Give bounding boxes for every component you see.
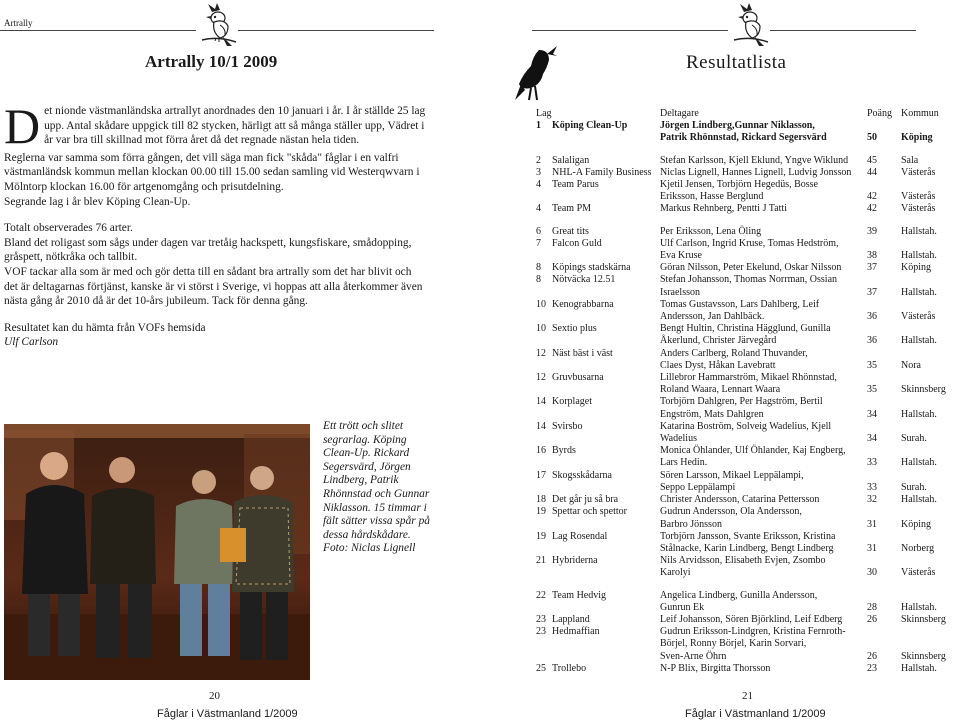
team-cell — [536, 470, 660, 482]
team-name: Lappland — [552, 613, 590, 625]
participants-cell: Wadelius — [660, 433, 697, 445]
team-cell — [536, 580, 660, 602]
municipality-cell: Norberg — [901, 542, 935, 554]
table-row — [536, 262, 946, 274]
points-cell: 32 — [867, 494, 877, 506]
participants-cell: Anders Carlberg, Roland Thuvander, — [660, 347, 808, 359]
municipality-cell: Surah. — [901, 481, 927, 493]
photo-caption: Ett trött och slitet segrarlag. Köping Clean-Up. Rickard Segersvärd, Jörgen Lindberg, Patrik Rhönnstad och Gunnar Niklasson. 15 timmar i fält sätter vissa spår på dessa hårdskådare. Foto: Niclas Lignell — [323, 420, 430, 555]
points-cell: 37 — [867, 262, 877, 274]
table-row — [536, 132, 946, 144]
points-cell — [867, 238, 901, 250]
crested-tit-logo-icon — [730, 2, 770, 48]
team-name: Nötväcka 12.51 — [552, 274, 616, 286]
municipality-cell: Hallstah. — [901, 408, 937, 420]
header-rule-left — [532, 30, 728, 31]
municipality-cell: Köping — [901, 518, 931, 530]
participants-cell: Christer Andersson, Catarina Pettersson — [660, 494, 820, 506]
municipality-cell: Hallstah. — [901, 286, 937, 298]
article-body — [4, 98, 428, 350]
participants-cell: Barbro Jönsson — [660, 518, 722, 530]
team-name: Näst bäst i väst — [552, 347, 613, 359]
crested-tit-logo-icon — [198, 2, 238, 48]
points-cell — [867, 348, 901, 360]
team-name: Hybriderna — [552, 555, 598, 567]
team-cell — [536, 250, 660, 262]
rank: 16 — [536, 445, 546, 457]
points-cell: 36 — [867, 335, 877, 347]
table-row — [536, 638, 946, 650]
participants-cell: Torbjörn Jansson, Svante Eriksson, Kristina — [660, 530, 836, 542]
participants-cell: Tomas Gustavsson, Lars Dahlberg, Leif — [660, 298, 820, 310]
municipality-cell: Västerås — [901, 191, 936, 203]
points-cell — [867, 626, 901, 638]
points-cell: 31 — [867, 542, 877, 554]
participants-cell: Markus Rehnberg, Pentti J Tatti — [660, 203, 787, 215]
municipality-cell: Västerås — [901, 166, 936, 178]
team-name: Korplaget — [552, 396, 592, 408]
points-cell — [867, 179, 901, 191]
participants-cell: Katarina Boström, Solveig Wadelius, Kjell — [660, 420, 832, 432]
table-row — [536, 191, 946, 203]
points-cell — [867, 445, 901, 457]
team-name: Hedmaffian — [552, 626, 600, 638]
team-name: Köpings stadskärna — [552, 262, 631, 274]
team-name: Team PM — [552, 203, 592, 215]
team-name: Det går ju så bra — [552, 494, 619, 506]
team-cell — [536, 555, 660, 567]
points-cell — [867, 638, 901, 650]
rank: 4 — [536, 179, 541, 191]
municipality-cell — [901, 274, 946, 286]
rank: 7 — [536, 237, 541, 249]
points-cell — [867, 531, 901, 543]
table-row — [536, 602, 946, 614]
singing-bird-icon — [513, 44, 559, 102]
points-cell — [867, 274, 901, 286]
municipality-cell — [901, 580, 946, 602]
intro-paragraph — [4, 98, 428, 154]
points-cell: 45 — [867, 154, 877, 166]
participants-cell: Stefan Johansson, Thomas Norrman, Ossian — [660, 274, 838, 286]
team-cell — [536, 494, 660, 506]
footer-left: Fåglar i Västmanland 1/2009 — [157, 708, 298, 720]
intro-text: et nionde västmanländska artrallyt anordnades den 10 januari i år. I år ställde 25 lag upp. Antal skådare uppgick till 82 stycken, härligt att så många ställer upp, Vädret i år var bra till skillnad mot förra året då det regnade nästan hela tiden. — [44, 105, 426, 147]
participants-cell: N-P Blix, Birgitta Thorsson — [660, 662, 771, 674]
rank: 22 — [536, 589, 546, 601]
team-name: Salaligan — [552, 154, 590, 166]
municipality-cell — [901, 299, 946, 311]
table-row — [536, 651, 946, 663]
team-cell — [536, 663, 660, 675]
header-rule-left — [0, 30, 196, 31]
table-row — [536, 531, 946, 543]
participants-cell: Stålnacke, Karin Lindberg, Bengt Lindberg — [660, 542, 834, 554]
rank: 12 — [536, 347, 546, 359]
rank: 8 — [536, 262, 541, 274]
table-row — [536, 372, 946, 384]
municipality-cell: Sala — [901, 154, 919, 166]
table-row — [536, 216, 946, 238]
team-name: Gruvbusarna — [552, 372, 604, 384]
points-cell — [867, 120, 901, 132]
header-municipality: Kommun — [901, 108, 939, 119]
points-cell — [867, 396, 901, 408]
points-cell: 42 — [867, 203, 877, 215]
team-cell — [536, 543, 660, 555]
table-row — [536, 567, 946, 579]
participants-cell: Kjetil Jensen, Torbjörn Hegedüs, Bosse — [660, 179, 818, 191]
points-cell: 36 — [867, 311, 877, 323]
table-row — [536, 626, 946, 638]
municipality-cell: Hallstah. — [901, 457, 937, 469]
municipality-cell — [901, 421, 946, 433]
municipality-cell: Skinnsberg — [901, 613, 946, 625]
rank: 8 — [536, 274, 541, 286]
table-row — [536, 167, 946, 179]
points-cell — [867, 555, 901, 567]
header-points: Poäng — [867, 108, 892, 119]
participants-cell: Nils Arvidsson, Elisabeth Evjen, Zsombo — [660, 555, 826, 567]
municipality-cell — [901, 445, 946, 457]
participants-cell: Gudrun Eriksson-Lindgren, Kristina Fernroth- — [660, 626, 846, 638]
points-cell — [867, 372, 901, 384]
rank: 14 — [536, 396, 546, 408]
municipality-cell — [901, 638, 946, 650]
team-name: Falcon Guld — [552, 237, 602, 249]
results-link-paragraph: Resultatet kan du hämta från VOFs hemsida — [4, 321, 206, 334]
points-cell: 42 — [867, 191, 877, 203]
municipality-cell: Hallstah. — [901, 601, 937, 613]
team-name: Team Hedvig — [552, 589, 607, 601]
header-rule-right — [238, 30, 434, 31]
points-cell: 30 — [867, 567, 877, 579]
municipality-cell: Skinnsberg — [901, 650, 946, 662]
team-cell — [536, 348, 660, 360]
team-name: Byrds — [552, 445, 576, 457]
points-cell: 38 — [867, 250, 877, 262]
points-cell: 33 — [867, 457, 877, 469]
page-number-right: 21 — [742, 690, 753, 702]
table-row — [536, 203, 946, 215]
team-cell — [536, 238, 660, 250]
participants-cell: Angelica Lindberg, Gunilla Andersson, — [660, 589, 818, 601]
table-row — [536, 323, 946, 335]
team-cell — [536, 421, 660, 433]
team-name: Spettar och spettor — [552, 506, 627, 518]
table-row — [536, 470, 946, 482]
table-row — [536, 274, 946, 286]
municipality-cell: Hallstah. — [901, 662, 937, 674]
participants-cell: Sven-Arne Öhrn — [660, 650, 727, 662]
footer-right: Fåglar i Västmanland 1/2009 — [685, 708, 826, 720]
municipality-cell: Hallstah. — [901, 225, 937, 237]
participants-cell: Leif Johansson, Sören Björklind, Leif Edberg — [660, 613, 843, 625]
municipality-cell — [901, 323, 946, 335]
team-cell — [536, 531, 660, 543]
rank: 1 — [536, 120, 541, 132]
team-cell — [536, 216, 660, 238]
team-name: Trollebo — [552, 662, 587, 674]
team-cell — [536, 457, 660, 469]
team-cell — [536, 287, 660, 299]
table-row — [536, 614, 946, 626]
team-cell — [536, 299, 660, 311]
rank: 12 — [536, 372, 546, 384]
team-cell — [536, 132, 660, 144]
participants-cell: Torbjörn Dahlgren, Per Hagström, Bertil — [660, 396, 823, 408]
team-cell — [536, 651, 660, 663]
points-cell — [867, 506, 901, 518]
points-cell: 37 — [867, 286, 877, 298]
table-row — [536, 519, 946, 531]
team-cell — [536, 567, 660, 579]
rank: 10 — [536, 323, 546, 335]
rank: 3 — [536, 166, 541, 178]
header-participants: Deltagare — [660, 108, 699, 119]
points-cell: 26 — [867, 613, 877, 625]
team-cell — [536, 433, 660, 445]
table-row — [536, 396, 946, 408]
participants-cell: Bengt Hultin, Christina Hägglund, Gunilla — [660, 323, 831, 335]
table-row — [536, 299, 946, 311]
rank: 19 — [536, 530, 546, 542]
participants-cell: Åkerlund, Christer Järvegård — [660, 335, 777, 347]
table-row — [536, 384, 946, 396]
team-name: Great tits — [552, 225, 589, 237]
rank: 2 — [536, 154, 541, 166]
table-row — [536, 311, 946, 323]
results-title: Resultatlista — [686, 52, 787, 73]
municipality-cell: Hallstah. — [901, 494, 937, 506]
observed-paragraph: Totalt observerades 76 arter. — [4, 222, 133, 235]
team-name: NHL-A Family Business — [552, 166, 652, 178]
table-row — [536, 421, 946, 433]
municipality-cell — [901, 531, 946, 543]
table-row — [536, 580, 946, 602]
points-cell: 50 — [867, 132, 877, 144]
participants-cell: Gudrun Andersson, Ola Andersson, — [660, 506, 802, 518]
municipality-cell: Hallstah. — [901, 250, 937, 262]
header-rule-right — [770, 30, 916, 31]
drop-cap: D — [4, 98, 41, 154]
rules-paragraph: Reglerna var samma som förra gången, det vill säga man fick "skåda" fåglar i en valfri västmanländsk kommun mellan klockan 00.00 till 15.00 sedan samling vid Westerqwvarn i Mölntorp klockan 16.00 för artgenomgång och prisutdelning. — [4, 151, 420, 193]
municipality-cell — [901, 555, 946, 567]
team-cell — [536, 445, 660, 457]
team-cell — [536, 274, 660, 286]
municipality-cell: Nora — [901, 359, 921, 371]
team-cell — [536, 262, 660, 274]
winner-paragraph: Segrande lag i år blev Köping Clean-Up. — [4, 195, 191, 208]
municipality-cell — [901, 179, 946, 191]
team-photo — [4, 424, 310, 680]
municipality-cell: Köping — [901, 132, 933, 144]
points-cell: 31 — [867, 518, 877, 530]
team-cell — [536, 311, 660, 323]
participants-cell: Per Eriksson, Lena Öling — [660, 225, 762, 237]
points-cell — [867, 299, 901, 311]
participants-cell: Eriksson, Hasse Berglund — [660, 191, 764, 203]
points-cell: 44 — [867, 166, 877, 178]
team-cell — [536, 602, 660, 614]
table-row — [536, 348, 946, 360]
table-row — [536, 445, 946, 457]
table-row — [536, 482, 946, 494]
table-row — [536, 409, 946, 421]
table-row — [536, 663, 946, 675]
table-row — [536, 179, 946, 191]
table-row — [536, 555, 946, 567]
municipality-cell — [901, 120, 946, 132]
municipality-cell: Hallstah. — [901, 335, 937, 347]
municipality-cell — [901, 470, 946, 482]
rank: 25 — [536, 662, 546, 674]
participants-cell: Karolyi — [660, 567, 691, 579]
highlights-paragraph: Bland det roligast som sågs under dagen var tretåig hackspett, kungsfiskare, smådopping, gråspett, nötkråka och tallbit. — [4, 236, 412, 264]
table-row — [536, 433, 946, 445]
municipality-cell: Västerås — [901, 203, 936, 215]
participants-cell: Andersson, Jan Dahlbäck. — [660, 311, 765, 323]
author-signature: Ulf Carlson — [4, 336, 59, 349]
team-cell — [536, 120, 660, 132]
municipality-cell — [901, 506, 946, 518]
team-name: Kenograbbarna — [552, 298, 614, 310]
team-cell — [536, 372, 660, 384]
points-cell — [867, 470, 901, 482]
participants-cell: Sören Larsson, Mikael Leppälampi, — [660, 469, 804, 481]
rank: 23 — [536, 613, 546, 625]
team-cell — [536, 167, 660, 179]
team-cell — [536, 335, 660, 347]
team-cell — [536, 145, 660, 167]
table-row — [536, 494, 946, 506]
points-cell: 35 — [867, 384, 877, 396]
municipality-cell: Köping — [901, 262, 931, 274]
points-cell: 26 — [867, 650, 877, 662]
team-cell — [536, 482, 660, 494]
points-cell: 28 — [867, 601, 877, 613]
participants-cell: Roland Waara, Lennart Waara — [660, 384, 781, 396]
team-name: Sextio plus — [552, 323, 597, 335]
table-header-row — [536, 108, 946, 120]
points-cell: 23 — [867, 662, 877, 674]
results-table — [536, 108, 946, 675]
table-row — [536, 457, 946, 469]
team-cell — [536, 396, 660, 408]
team-cell — [536, 179, 660, 191]
team-cell — [536, 506, 660, 518]
participants-cell: Stefan Karlsson, Kjell Eklund, Yngve Wiklund — [660, 154, 849, 166]
participants-cell: Göran Nilsson, Peter Ekelund, Oskar Nilsson — [660, 262, 842, 274]
table-row — [536, 543, 946, 555]
points-cell: 39 — [867, 225, 877, 237]
participants-cell: Börjel, Ronny Börjel, Karin Sorvari, — [660, 638, 807, 650]
points-cell: 33 — [867, 481, 877, 493]
municipality-cell — [901, 396, 946, 408]
participants-cell: Claes Dyst, Håkan Lavebratt — [660, 359, 776, 371]
municipality-cell — [901, 238, 946, 250]
participants-cell: Lars Hedin. — [660, 457, 708, 469]
team-cell — [536, 409, 660, 421]
participants-cell: Seppo Leppälampi — [660, 481, 736, 493]
participants-cell: Gunrun Ek — [660, 601, 705, 613]
municipality-cell — [901, 348, 946, 360]
participants-cell: Ulf Carlson, Ingrid Kruse, Tomas Hedström, — [660, 237, 839, 249]
points-cell — [867, 323, 901, 335]
table-row — [536, 120, 946, 132]
section-tag: Artrally — [4, 18, 33, 28]
team-name: Svirsbo — [552, 420, 583, 432]
table-row — [536, 250, 946, 262]
rank: 19 — [536, 506, 546, 518]
points-cell: 34 — [867, 408, 877, 420]
rank: 4 — [536, 203, 541, 215]
participants-cell: Israelsson — [660, 286, 700, 298]
participants-cell: Engström, Mats Dahlgren — [660, 408, 764, 420]
team-cell — [536, 614, 660, 626]
municipality-cell: Skinnsberg — [901, 384, 946, 396]
participants-cell: Lillebror Hammarström, Mikael Rhönnstad, — [660, 372, 837, 384]
participants-cell: Eva Kruse — [660, 250, 702, 262]
team-cell — [536, 191, 660, 203]
municipality-cell: Surah. — [901, 433, 927, 445]
rank: 14 — [536, 420, 546, 432]
rank: 21 — [536, 555, 546, 567]
table-row — [536, 145, 946, 167]
team-cell — [536, 638, 660, 650]
table-row — [536, 360, 946, 372]
participants-cell: Monica Öhlander, Ulf Öhlander, Kaj Engberg, — [660, 445, 846, 457]
municipality-cell: Västerås — [901, 311, 936, 323]
rank: 10 — [536, 298, 546, 310]
participants-cell: Patrik Rhönnstad, Rickard Segersvärd — [660, 132, 827, 144]
team-name: Köping Clean-Up — [552, 120, 628, 132]
article-title: Artrally 10/1 2009 — [145, 52, 278, 71]
team-cell — [536, 360, 660, 372]
team-cell — [536, 384, 660, 396]
municipality-cell — [901, 372, 946, 384]
team-cell — [536, 203, 660, 215]
participants-cell: Jörgen Lindberg,Gunnar Niklasson, — [660, 120, 815, 132]
points-cell: 34 — [867, 433, 877, 445]
team-cell — [536, 626, 660, 638]
team-name: Skogsskådarna — [552, 469, 612, 481]
team-name: Lag Rosendal — [552, 530, 608, 542]
page-number-left: 20 — [209, 690, 220, 702]
rank: 23 — [536, 626, 546, 638]
header-team: Lag — [536, 108, 552, 119]
participants-cell: Niclas Lignell, Hannes Lignell, Ludvig Jonsson — [660, 166, 852, 178]
points-cell: 35 — [867, 359, 877, 371]
thanks-paragraph: VOF tackar alla som är med och gör detta till en sådant bra artrally som det har blivit och det är deltagarnas förtjänst, kanske är vi störst i Sverige, vi hoppas att alla återkommer även nästa gång år 2010 då är det 10-års jubileum. Tack för denna gång. — [4, 265, 423, 308]
rank: 17 — [536, 469, 546, 481]
municipality-cell: Västerås — [901, 567, 936, 579]
rank: 6 — [536, 225, 541, 237]
table-row — [536, 238, 946, 250]
municipality-cell — [901, 626, 946, 638]
table-row — [536, 506, 946, 518]
table-row — [536, 287, 946, 299]
team-name: Team Parus — [552, 179, 599, 191]
points-cell — [867, 580, 901, 602]
table-row — [536, 335, 946, 347]
team-cell — [536, 519, 660, 531]
team-cell — [536, 323, 660, 335]
rank: 18 — [536, 494, 546, 506]
points-cell — [867, 421, 901, 433]
